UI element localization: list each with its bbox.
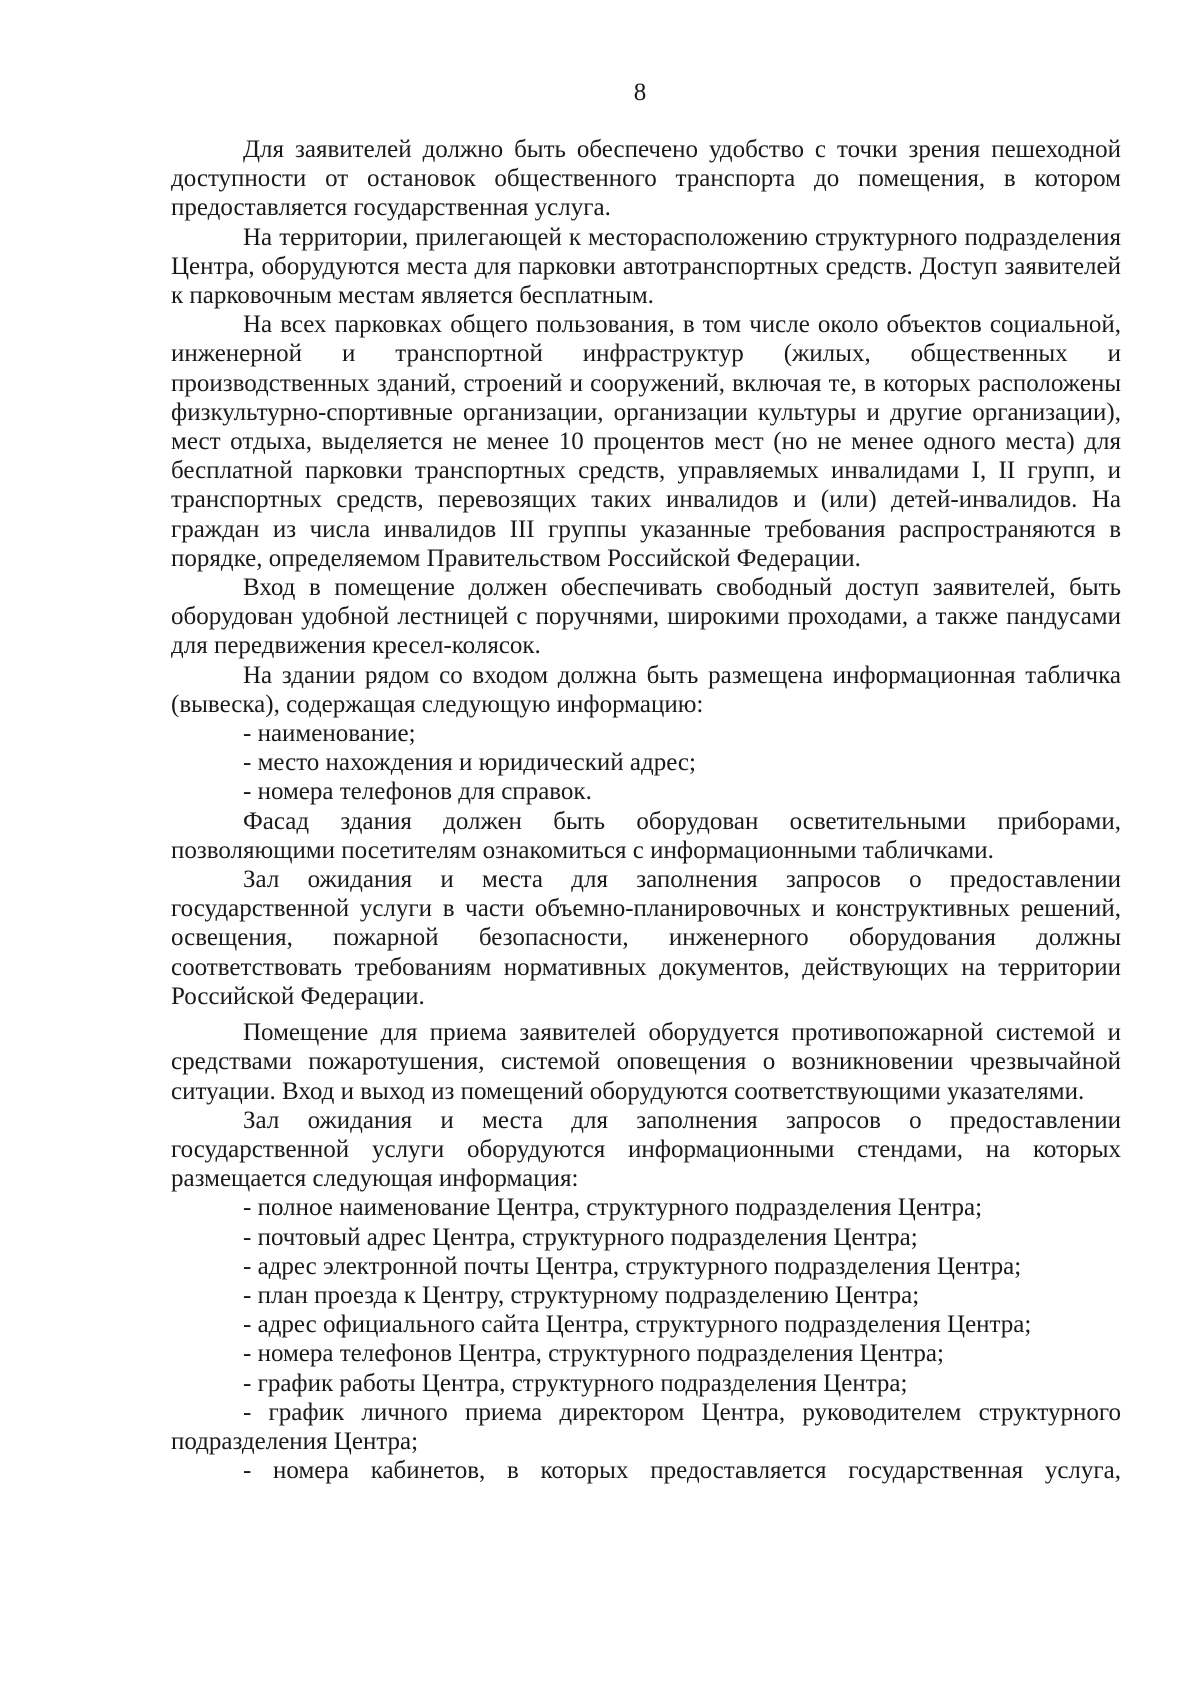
page-number: 8 (633, 79, 647, 106)
document-body (171, 135, 1121, 1485)
list-item: - номера кабинетов, в которых предоставляется государственная услуга, (243, 1457, 1121, 1485)
list-item: - номера телефонов для справок. (243, 778, 592, 806)
list-item: - адрес официального сайта Центра, структурного подразделения Центра; (243, 1311, 1032, 1339)
paragraph: На здании рядом со входом должна быть размещена информационная табличка (вывеска), содержащая следующую информацию: (171, 661, 1121, 718)
paragraph: Фасад здания должен быть оборудован осветительными приборами, позволяющими посетителям ознакомиться с информационными табличками. (171, 807, 1121, 864)
list-item: - адрес электронной почты Центра, структурного подразделения Центра; (243, 1252, 1022, 1280)
paragraph: На всех парковках общего пользования, в том числе около объектов социальной, инженерной и транспортной инфраструктур (жилых, общественных и производственных зданий, строений и сооружений, включая те, в которых расположены физкультурно-спортивные организации, организации культуры и другие организации), мест отдыха, выделяется не менее 10 процентов мест (но не менее одного места) для бесплатной парковки транспортных средств, управляемых инвалидами I, II групп, и транспортных средств, перевозящих таких инвалидов и (или) детей-инвалидов. На граждан из числа инвалидов III группы указанные требования распространяются в порядке, определяемом Правительством Российской Федерации. (171, 311, 1121, 572)
paragraph: Зал ожидания и места для заполнения запросов о предоставлении государственной услуги оборудуются информационными стендами, на которых размещается следующая информация: (171, 1106, 1121, 1193)
paragraph: Вход в помещение должен обеспечивать свободный доступ заявителей, быть оборудован удобной лестницей с поручнями, широкими проходами, а также пандусами для передвижения кресел-колясок. (171, 574, 1121, 660)
list-item: - график работы Центра, структурного подразделения Центра; (243, 1369, 908, 1397)
list-item: - наименование; (243, 720, 416, 748)
list-item: - план проезда к Центру, структурному подразделению Центра; (243, 1281, 920, 1309)
paragraph: Помещение для приема заявителей оборудуется противопожарной системой и средствами пожаротушения, системой оповещения о возникновении чрезвычайной ситуации. Вход и выход из помещений оборудуются соответствующими указателями. (171, 1019, 1121, 1105)
list-item: - номера телефонов Центра, структурного подразделения Центра; (243, 1340, 944, 1368)
list-item: - почтовый адрес Центра, структурного подразделения Центра; (243, 1223, 918, 1251)
paragraph: Для заявителей должно быть обеспечено удобство с точки зрения пешеходной доступности от остановок общественного транспорта до помещения, в котором предоставляется государственная услуга. (171, 136, 1121, 222)
list-item: - полное наименование Центра, структурного подразделения Центра; (243, 1194, 983, 1222)
list-item: - график личного приема директором Центра, руководителем структурного подразделения Центра; (171, 1398, 1121, 1455)
list-item: - место нахождения и юридический адрес; (243, 749, 696, 777)
paragraph: На территории, прилегающей к месторасположению структурного подразделения Центра, оборудуются места для парковки автотранспортных средств. Доступ заявителей к парковочным местам является бесплатным. (171, 223, 1121, 310)
paragraph: Зал ожидания и места для заполнения запросов о предоставлении государственной услуги в части объемно-планировочных и конструктивных решений, освещения, пожарной безопасности, инженерного оборудования должны соответствовать требованиям нормативных документов, действующих на территории Российской Федерации. (171, 866, 1121, 1010)
